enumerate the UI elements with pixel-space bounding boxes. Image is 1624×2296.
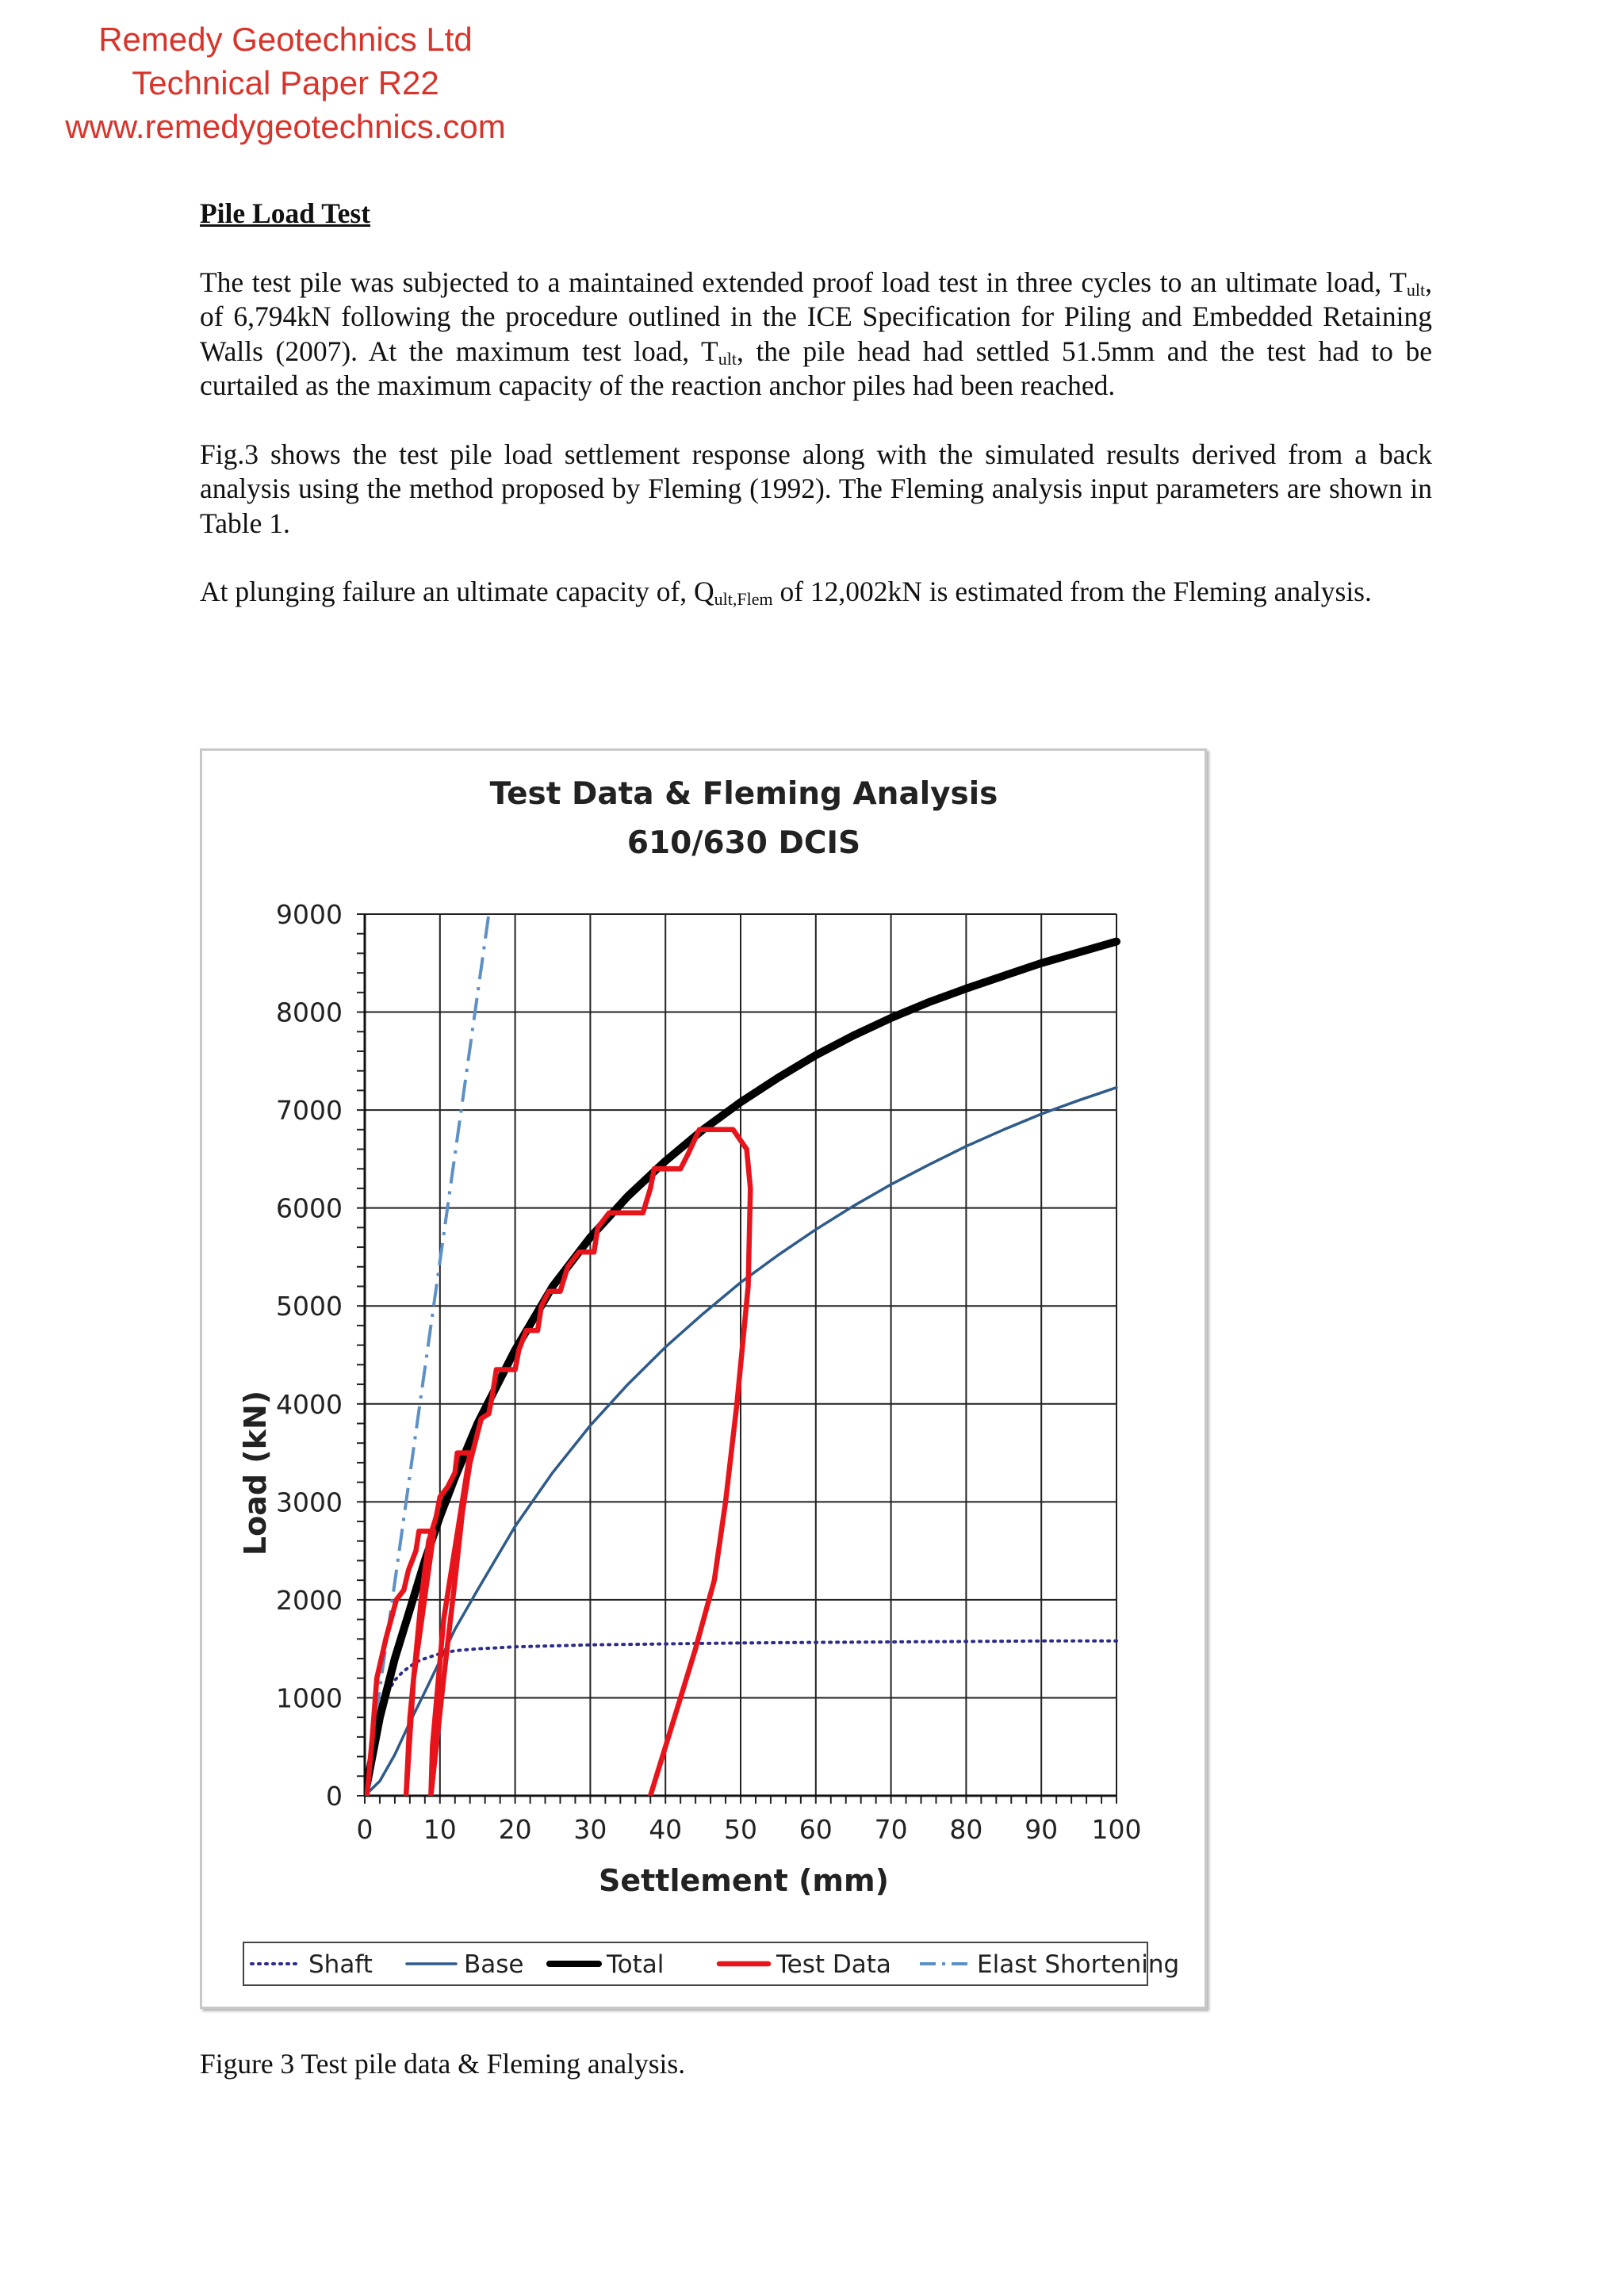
subscript: ult [718,348,737,369]
x-tick-label: 90 [1025,1814,1059,1845]
y-tick-label: 1000 [276,1682,343,1714]
chart-title: Test Data & Fleming Analysis [489,776,998,812]
y-tick-label: 6000 [276,1192,343,1224]
series-elast-shortening [365,914,488,1796]
y-tick-label: 9000 [276,899,343,930]
paragraph-text: The test pile was subjected to a maintained extended proof load test in three cycles to an ultimate load, T [200,266,1407,298]
y-axis-label: Load (kN) [238,1390,273,1556]
figure-caption: Figure 3 Test pile data & Fleming analysis. [200,2048,686,2080]
paragraph-text: , the pile head had settled 51.5mm and the test had to be curtailed as the maximum capacity of the reaction anchor piles had been reached. [200,335,1432,401]
x-tick-label: 70 [874,1814,908,1845]
x-tick-label: 50 [724,1814,757,1845]
x-tick-label: 30 [573,1814,607,1845]
chart-legend [243,1942,1179,1985]
paragraph-ultimate-capacity [200,575,1432,610]
y-tick-label: 3000 [276,1487,343,1518]
paper-number: Technical Paper R22 [132,64,439,101]
y-tick-label: 0 [326,1781,343,1812]
subscript: ult,Flem [714,589,773,609]
x-tick-label: 100 [1091,1814,1142,1845]
paper-body [200,197,1432,644]
paragraph-text: of 12,002kN is estimated from the Fleming analysis. [772,576,1372,607]
y-tick-label: 7000 [276,1095,343,1127]
legend-label: Elast Shortening [977,1950,1180,1979]
x-tick-label: 40 [649,1814,683,1845]
y-tick-label: 2000 [276,1584,343,1616]
x-tick-label: 80 [949,1814,983,1845]
x-tick-label: 10 [423,1814,457,1845]
y-tick-label: 4000 [276,1388,343,1420]
paragraph-text: , of 6,794kN following the procedure outlined in the ICE Specification for Piling and Embedded Retaining Walls (2007). At the maximum test load, T [200,266,1432,367]
company-name: Remedy Geotechnics Ltd [98,21,473,58]
x-tick-label: 0 [356,1814,373,1845]
chart-subtitle: 610/630 DCIS [626,825,861,861]
paragraph-text: At plunging failure an ultimate capacity of, Q [200,576,714,607]
figure-3-frame [200,748,1207,2009]
legend-label: Test Data [776,1950,891,1979]
load-settlement-chart [202,751,1205,2007]
x-axis-label: Settlement (mm) [598,1863,890,1898]
paragraph-load-test [200,266,1432,404]
y-tick-label: 5000 [276,1291,343,1322]
section-heading: Pile Load Test [200,197,371,229]
legend-label: Shaft [308,1950,373,1979]
y-tick-label: 8000 [276,997,343,1028]
company-website[interactable]: www.remedygeotechnics.com [65,108,506,145]
x-tick-label: 20 [498,1814,532,1845]
axis-ticks [276,899,1141,1845]
x-tick-label: 60 [799,1814,833,1845]
series-test-data [367,1130,751,1796]
document-header [32,17,539,148]
subscript: ult [1406,279,1426,300]
paragraph-fleming: Fig.3 shows the test pile load settlement response along with the simulated results derived from a back analysis using the method proposed by Fleming (1992). The Fleming analysis input parameters are shown in Table 1. [200,438,1432,539]
legend-label: Total [607,1950,665,1979]
legend-label: Base [464,1950,524,1979]
